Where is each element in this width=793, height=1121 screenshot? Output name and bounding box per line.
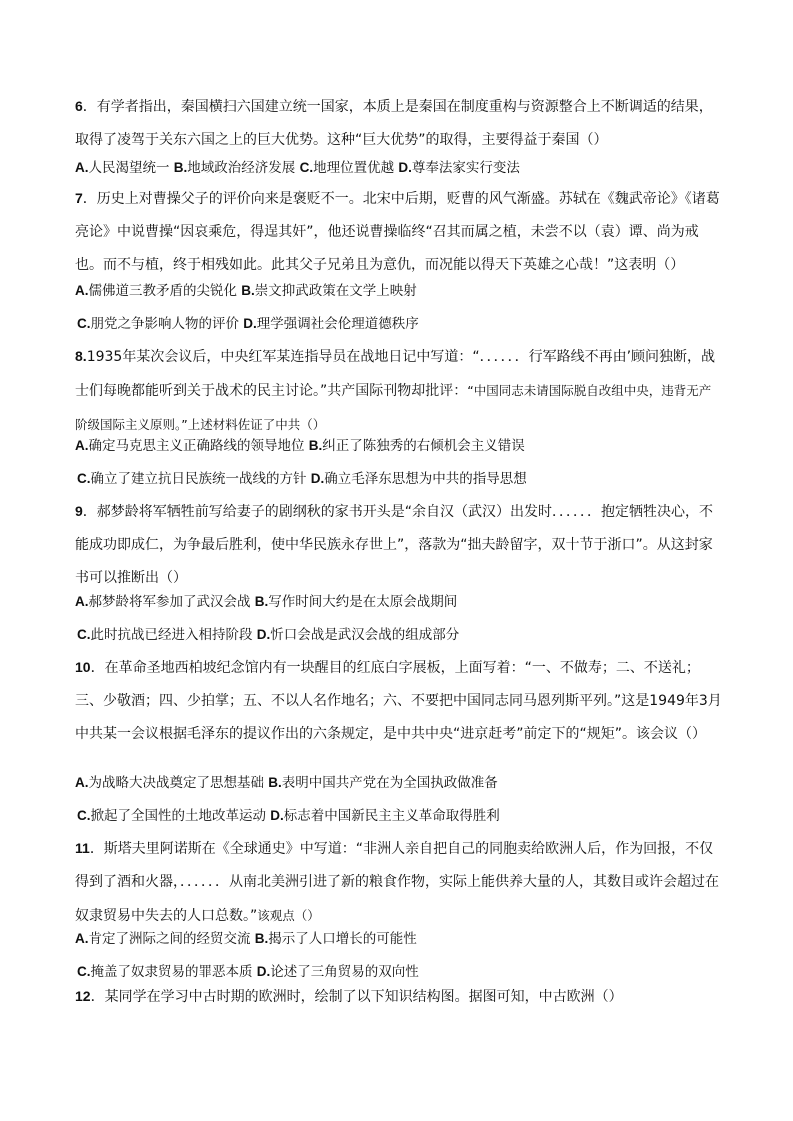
question-11: 11．斯塔夫里阿诺斯在《全球通史》中写道：“非洲人亲自把自己的同胞卖给欧洲人后，作为回报，不仅得到了酒和火器，．．．．．．从南北美洲引进了新的粮食作物，实际上能供养大量的人，其数目或许会超过在奴隶贸易中失去的人口总数。”该观点（）: [75, 840, 719, 924]
options-10-line2: C.掀起了全国性的土地改革运动 D.标志着中国新民主主义革命取得胜利: [77, 808, 500, 824]
options-11-line2: C.掩盖了奴隶贸易的罪恶本质 D.论述了三角贸易的双向性: [77, 964, 419, 980]
options-8-line1: A.确定马克思主义正确路线的领导地位 B.纠正了陈独秀的右倾机会主义错误: [75, 438, 525, 454]
options-8-line2: C.确立了建立抗日民族统一战线的方针 D.确立毛泽东思想为中共的指导思想: [77, 471, 527, 487]
question-7: 7．历史上对曹操父子的评价向来是褒贬不一。北宋中后期，贬曹的风气渐盛。苏轼在《魏武帝论》《诸葛亮论》中说曹操“因哀乘危，得逞其奸”，他还说曹操临终“召其而属之植，未尝不以（袁）谭、尚为戒也。而不与植，终于相残如此。此其父子兄弟且为意仇，而况能以得天下英雄之心哉！”这表明（）: [75, 190, 720, 273]
question-10: 10．在革命圣地西柏坡纪念馆内有一块醒目的红底白字展板，上面写着：“一、不做寿；二、不送礼；三、少敬酒；四、少拍掌；五、不以人名作地名；六、不要把中国同志同马恩列斯平列。”这是1949年3月中共某一会议根据毛泽东的提议作出的六条规定，是中共中央“进京赶考”前定下的“规矩”。该会议（）: [75, 659, 722, 742]
options-9-line1: A.郝梦龄将军参加了武汉会战 B.写作时间大约是在太原会战期间: [75, 594, 458, 610]
question-12: 12．某同学在学习中古时期的欧洲时，绘制了以下知识结构图。据图可知，中古欧洲（）: [75, 988, 623, 1005]
question-6: 6．有学者指出，秦国横扫六国建立统一国家，本质上是秦国在制度重构与资源整合上不断调适的结果，取得了凌驾于关东六国之上的巨大优势。这种“巨大优势”的取得，主要得益于秦国（）: [75, 98, 713, 148]
options-7-line1: A.儒佛道三教矛盾的尖锐化 B.崇文抑武政策在文学上映射: [75, 283, 417, 299]
options-6: A.人民渴望统一 B.地域政治经济发展 C.地理位置优越 D.尊奉法家实行变法: [75, 160, 520, 176]
options-10-line1: A.为战略大决战奠定了思想基础 B.表明中国共产党在为全国执政做准备: [75, 775, 498, 791]
options-11-line1: A.肯定了洲际之间的经贸交流 B.揭示了人口增长的可能性: [75, 931, 417, 947]
options-9-line2: C.此时抗战已经进入相持阶段 D.忻口会战是武汉会战的组成部分: [77, 627, 460, 643]
question-9: 9．郝梦龄将军牺牲前写给妻子的剧纲秋的家书开头是“余自汉（武汉）出发时．．．．．．抱定牺牲决心，不能成功即成仁，为争最后胜利，使中华民族永存世上”，落款为“拙夫龄留字，双十节于浙口”。从这封家书可以推断出（）: [75, 503, 714, 586]
question-8: 8.1935年某次会议后，中央红军某连指导员在战地日记中写道：“．．．．．．行军路线不再由’顾问独断，战士们每晚都能听到关于战术的民主讨论。”共产国际刊物却批评：“中国同志未请国际脱自改组中央，违背无产阶级国际主义原则。”上述材料佐证了中共（）: [75, 348, 716, 432]
options-7-line2: C.朋党之争影响人物的评价 D.理学强调社会伦理道德秩序: [77, 316, 419, 332]
